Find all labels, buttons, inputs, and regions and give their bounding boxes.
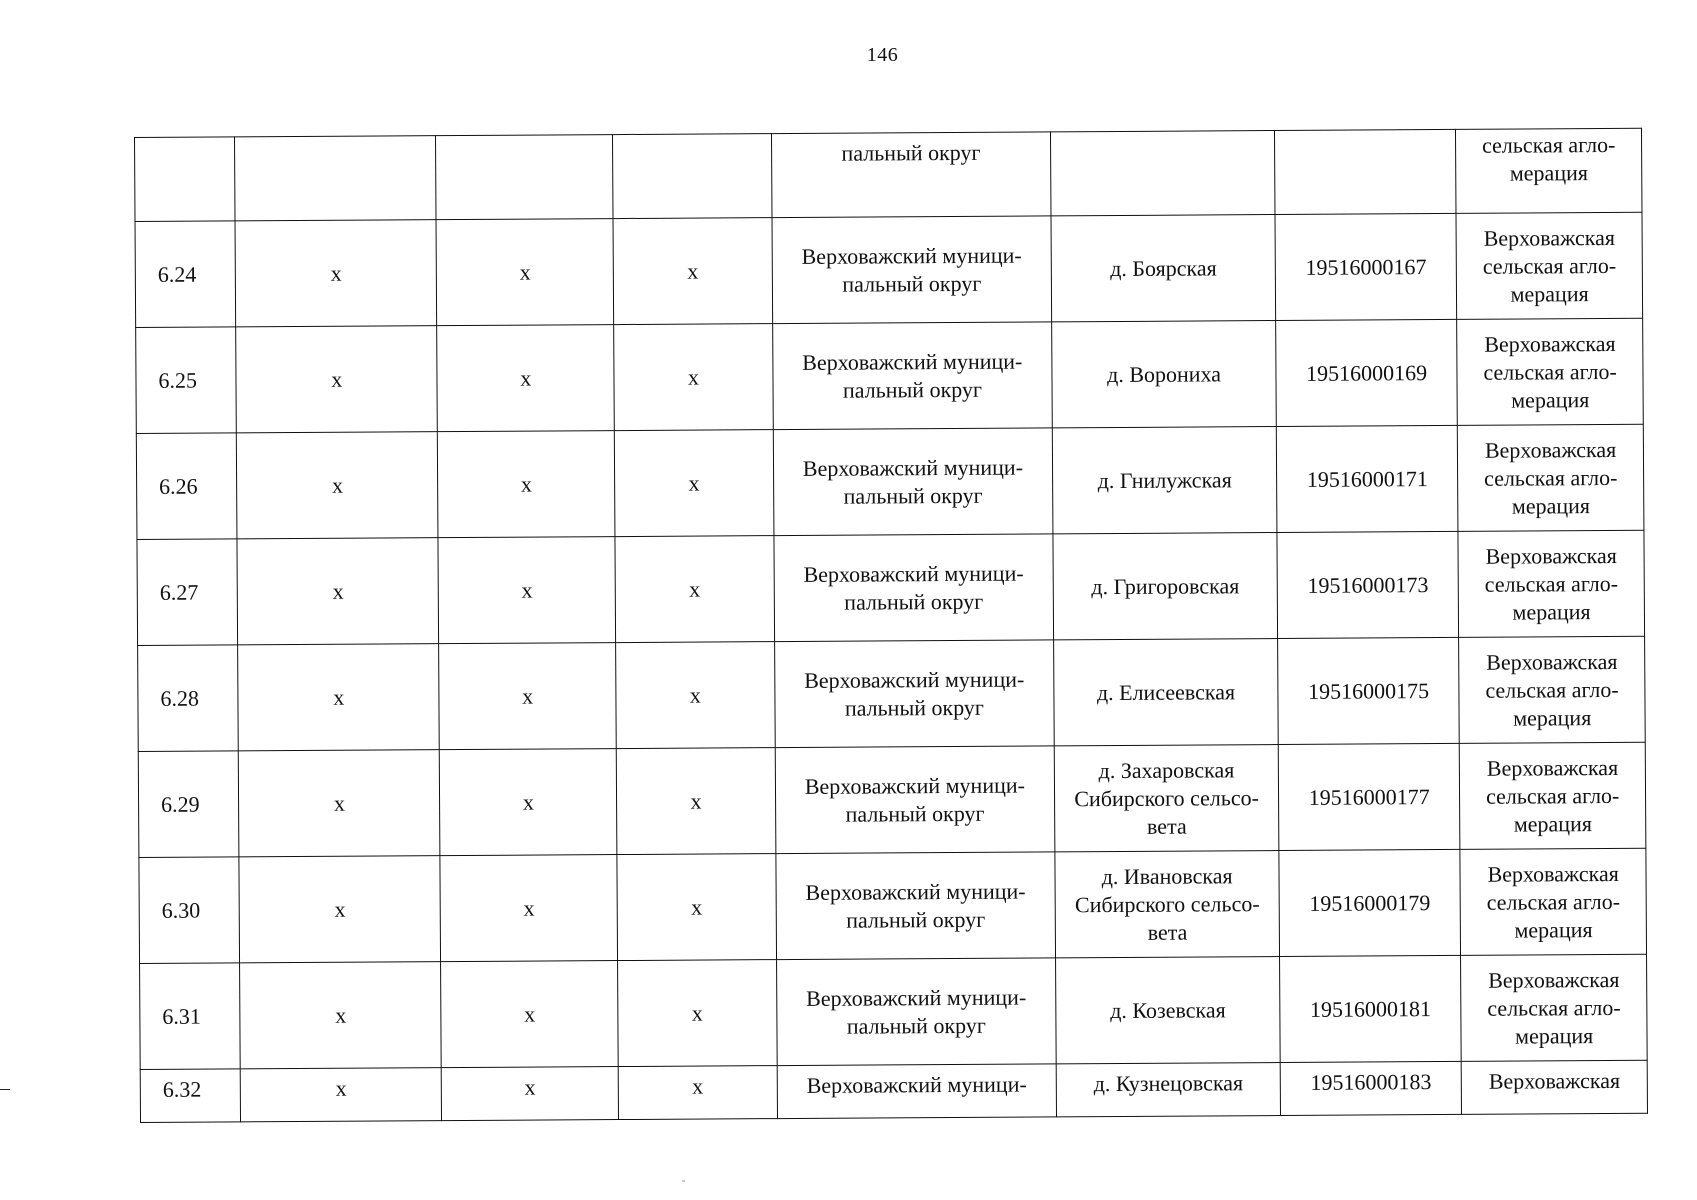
scan-speck (682, 1180, 685, 1182)
district-cell: Верховажский муници- пальный округ (776, 958, 1056, 1066)
col2-cell: x (238, 644, 440, 751)
table-row-partial (140, 1060, 1647, 1122)
num-cell: 6.24 (135, 221, 236, 328)
code-cell: 19516000169 (1276, 319, 1458, 426)
col4-cell: x (614, 324, 773, 431)
num-cell: 6.28 (138, 645, 239, 752)
col2-cell: x (239, 750, 441, 857)
code-cell: 19516000183 (1280, 1061, 1462, 1115)
district-cell: Верховажский муници- пальный округ (774, 640, 1054, 748)
district-cell: Верховажский муници- пальный округ (774, 534, 1054, 642)
num-cell: 6.29 (138, 751, 239, 858)
district-cell: Верховажский муници- пальный округ (776, 852, 1056, 960)
col4-cell: x (617, 748, 776, 855)
table-container (134, 128, 1648, 1123)
col3-cell: x (439, 643, 617, 750)
col3-cell: x (440, 749, 618, 856)
settlement-cell: д. Ивановская Сибирского сельсо- вета (1055, 851, 1280, 958)
code-cell: 19516000181 (1280, 955, 1462, 1062)
col2-cell: x (241, 1068, 442, 1122)
agglomeration-cell: Верховажская сельская агло- мерация (1460, 742, 1646, 849)
code-cell: 19516000179 (1279, 849, 1461, 956)
code-cell: 19516000177 (1278, 743, 1460, 850)
table-row (137, 530, 1645, 645)
num-cell: 6.30 (139, 857, 240, 964)
settlement-cell: д. Гнилужская (1052, 427, 1277, 534)
settlement-cell (1051, 131, 1275, 216)
table-row (135, 212, 1643, 327)
agglomeration-cell: Верховажская сельская агло- мерация (1457, 318, 1643, 425)
code-cell: 19516000173 (1277, 531, 1459, 638)
col4-cell: x (615, 536, 774, 643)
col2-cell: x (237, 432, 439, 539)
code-cell: 19516000167 (1275, 213, 1457, 320)
table-row-continuation (135, 128, 1642, 221)
settlement-cell: д. Козевская (1056, 957, 1281, 1064)
col3-cell: x (437, 325, 615, 432)
col4-cell: x (618, 1066, 777, 1120)
col2-cell: x (235, 220, 437, 327)
col4-cell: x (618, 960, 777, 1067)
num-cell: 6.31 (140, 963, 241, 1070)
num-cell (135, 137, 236, 222)
margin-mark (0, 1089, 10, 1090)
agglomeration-cell: Верховажская сельская агло- мерация (1460, 848, 1646, 955)
col2-cell: x (237, 538, 439, 645)
settlement-registry-table (134, 128, 1648, 1123)
code-cell (1275, 129, 1457, 214)
agglomeration-cell: Верховажская сельская агло- мерация (1458, 530, 1644, 637)
num-cell: 6.32 (140, 1069, 241, 1123)
col4-cell: x (617, 854, 776, 961)
district-cell: пальный округ (771, 132, 1051, 218)
district-cell: Верховажский муници- пальный округ (773, 428, 1053, 536)
col2-cell (235, 136, 436, 221)
code-cell: 19516000175 (1278, 637, 1460, 744)
agglomeration-cell: Верховажская сельская агло- мерация (1459, 636, 1645, 743)
num-cell: 6.27 (137, 539, 238, 646)
table-row (138, 636, 1646, 751)
page-number: 146 (866, 44, 899, 66)
col3-cell: x (436, 219, 614, 326)
col3-cell: x (438, 431, 616, 538)
table-row (136, 424, 1644, 539)
num-cell: 6.26 (136, 433, 237, 540)
col2-cell: x (240, 962, 442, 1069)
district-cell: Верховажский муници- пальный округ (772, 322, 1052, 430)
col3-cell: x (442, 1067, 619, 1121)
table-row (139, 848, 1647, 963)
code-cell: 19516000171 (1276, 425, 1458, 532)
col3-cell: x (438, 537, 616, 644)
table-row (140, 954, 1648, 1069)
settlement-cell: д. Григоровская (1053, 533, 1278, 640)
col4-cell (613, 134, 772, 219)
table-row (136, 318, 1644, 433)
agglomeration-cell: Верховажская сельская агло- мерация (1461, 954, 1647, 1061)
settlement-cell: д. Елисеевская (1054, 639, 1279, 746)
col4-cell: x (616, 642, 775, 749)
col3-cell: x (441, 961, 619, 1068)
col4-cell: x (613, 218, 772, 325)
settlement-cell: д. Боярская (1051, 215, 1276, 322)
district-cell: Верховажский муници- пальный округ (775, 746, 1055, 854)
agglomeration-cell: Верховажская (1461, 1060, 1647, 1114)
district-cell: Верховажский муници- пальный округ (772, 216, 1052, 324)
col2-cell: x (239, 856, 441, 963)
num-cell: 6.25 (136, 327, 237, 434)
settlement-cell: д. Захаровская Сибирского сельсо- вета (1054, 745, 1279, 852)
col4-cell: x (615, 430, 774, 537)
settlement-cell: д. Ворониха (1052, 321, 1277, 428)
agglomeration-cell: Верховажская сельская агло- мерация (1456, 212, 1642, 319)
district-cell: Верховажский муници- (777, 1064, 1057, 1119)
agglomeration-cell: Верховажская сельская агло- мерация (1458, 424, 1644, 531)
col3-cell (436, 135, 613, 220)
settlement-cell: д. Кузнецовская (1056, 1063, 1280, 1117)
agglomeration-cell: сельская агло- мерация (1456, 128, 1642, 213)
col2-cell: x (236, 326, 438, 433)
col3-cell: x (440, 855, 618, 962)
table-row (138, 742, 1646, 857)
